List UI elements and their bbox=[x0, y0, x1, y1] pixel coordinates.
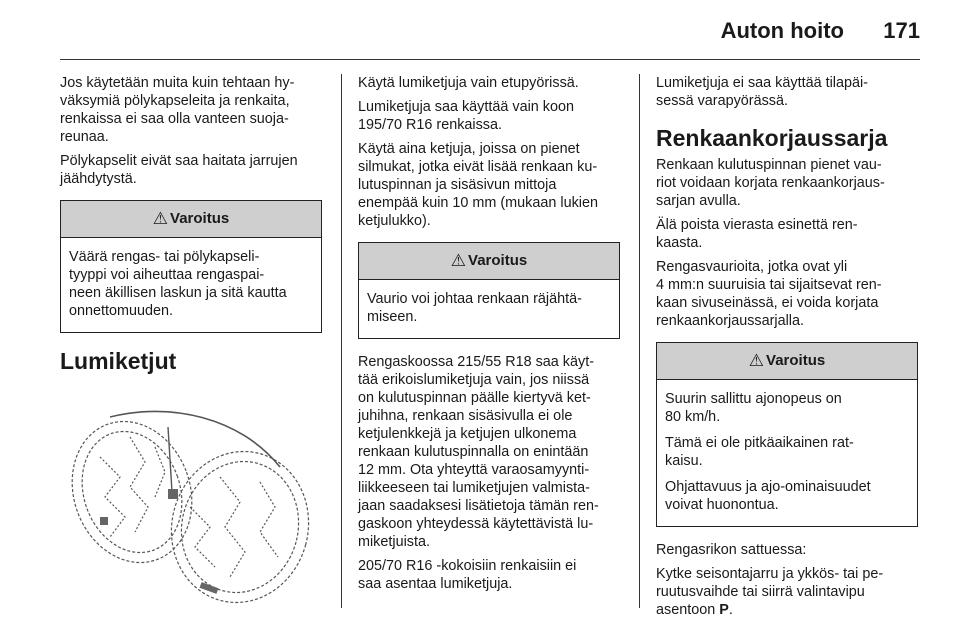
warning-body bbox=[61, 238, 321, 332]
paragraph bbox=[656, 565, 918, 619]
warning-title: Varoitus bbox=[468, 252, 528, 269]
warning-text: Ohjattavuus ja ajo-ominaisuudet voivat huonontua. bbox=[665, 479, 871, 513]
warning-text: Suurin sallittu ajonopeus on 80 km/h. bbox=[665, 391, 842, 425]
section-title: Auton hoito bbox=[720, 18, 844, 43]
paragraph: Rengasvaurioita, jotka ovat yli 4 mm:n suuruisia tai sijaitsevat ren- kaan sivuseinässä, ei voida korjata renkaankorjaussarjalla. bbox=[656, 259, 882, 329]
column-3 bbox=[656, 74, 918, 625]
warning-body bbox=[359, 280, 619, 338]
snow-chain-illustration bbox=[60, 397, 322, 613]
paragraph: Älä poista vierasta esinettä ren- kaasta. bbox=[656, 217, 858, 251]
column-1 bbox=[60, 74, 322, 618]
paragraph: Käytä aina ketjuja, joissa on pienet silmukat, jotka eivät lisää renkaan ku- lutuspinnan ja sisäsivun mittoja enempää kuin 10 mm (mukaan lukien ketjulukko). bbox=[358, 141, 598, 229]
column-2 bbox=[358, 74, 620, 599]
warning-triangle-icon: ⚠ bbox=[450, 251, 467, 270]
paragraph: Käytä lumiketjuja vain etupyörissä. bbox=[358, 75, 579, 91]
paragraph: Lumiketjuja saa käyttää vain koon 195/70 R16 renkaissa. bbox=[358, 99, 574, 133]
warning-text: Vaurio voi johtaa renkaan räjähtä- miseen. bbox=[367, 291, 582, 325]
gear-position-label: P bbox=[719, 602, 729, 618]
paragraph: Renkaan kulutuspinnan pienet vau- riot voidaan korjata renkaankorjaus- sarjan avulla. bbox=[656, 157, 885, 209]
warning-title: Varoitus bbox=[170, 210, 230, 227]
page-header bbox=[0, 0, 960, 60]
warning-triangle-icon: ⚠ bbox=[748, 351, 765, 370]
page-number: 171 bbox=[883, 18, 920, 43]
warning-header bbox=[657, 343, 917, 380]
column-divider bbox=[639, 74, 640, 608]
column-divider bbox=[341, 74, 342, 608]
section-heading: Renkaankorjaussarja bbox=[656, 125, 888, 151]
warning-box bbox=[358, 242, 620, 339]
warning-body bbox=[657, 380, 917, 526]
paragraph: Pölykapselit eivät saa haitata jarrujen jäähdytystä. bbox=[60, 153, 298, 187]
section-heading: Lumiketjut bbox=[60, 348, 177, 374]
warning-triangle-icon: ⚠ bbox=[152, 209, 169, 228]
paragraph: Jos käytetään muita kuin tehtaan hy- väksymiä pölykapseleita ja renkaita, renkaissa ei saa olla vanteen suoja- reunaa. bbox=[60, 75, 295, 145]
paragraph: Rengaskoossa 215/55 R18 saa käyt- tää erikoislumiketjuja vain, jos niissä on kulutuspinnan päälle kiertyvä ket- juhihna, renkaan sisäsivulla ei ole ketjulenkkejä ja ketjujen ulkonema renkaan kulutuspinnalla on enintään 12 mm. Ota yhteyttä varaosamyynti- liikkeeseen tai lumiketjujen valmista- jaan saadaksesi lisätietoja tämän ren- gaskoon yhteydessä käytettävistä lu- miketjuista. bbox=[358, 354, 599, 550]
warning-header bbox=[359, 243, 619, 280]
paragraph-text: Kytke seisontajarru ja ykkös- tai pe- ruutusvaihde tai siirrä valintavipu asentoon bbox=[656, 566, 884, 618]
warning-box bbox=[656, 342, 918, 527]
warning-box bbox=[60, 200, 322, 333]
paragraph: Rengasrikon sattuessa: bbox=[656, 542, 807, 558]
warning-title: Varoitus bbox=[766, 352, 826, 369]
warning-text: Tämä ei ole pitkäaikainen rat- kaisu. bbox=[665, 435, 854, 469]
warning-header bbox=[61, 201, 321, 238]
paragraph: 205/70 R16 -kokoisiin renkaisiin ei saa asentaa lumiketjuja. bbox=[358, 558, 577, 592]
paragraph-end: . bbox=[728, 602, 733, 618]
header-divider bbox=[60, 59, 920, 60]
warning-text: Väärä rengas- tai pölykapseli- tyyppi voi aiheuttaa rengaspai- neen äkillisen laskun ja sitä kautta onnettomuuden. bbox=[69, 249, 287, 319]
paragraph: Lumiketjuja ei saa käyttää tilapäi- sessä varapyörässä. bbox=[656, 75, 868, 109]
